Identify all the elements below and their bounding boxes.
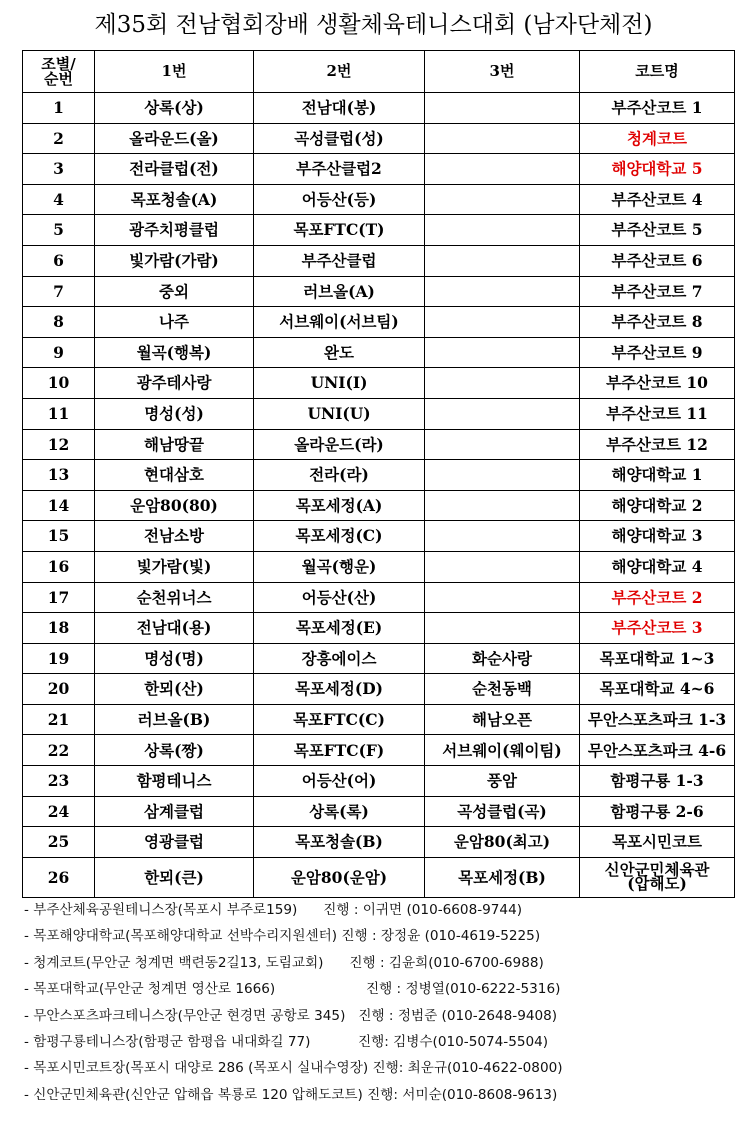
group-number-cell: 10 xyxy=(23,368,95,399)
group-number-cell: 24 xyxy=(23,796,95,827)
table-row xyxy=(23,429,735,460)
table-row xyxy=(23,337,735,368)
team3-cell xyxy=(425,613,580,644)
group-number-cell: 21 xyxy=(23,704,95,735)
table-row xyxy=(23,93,735,124)
team2-cell: 장흥에이스 xyxy=(254,643,425,674)
header-team3: 3번 xyxy=(425,51,580,93)
table-row xyxy=(23,704,735,735)
team2-cell: 목포세정(E) xyxy=(254,613,425,644)
team1-cell: 명성(명) xyxy=(95,643,254,674)
team1-cell: 나주 xyxy=(95,307,254,338)
team2-cell: 목포세정(C) xyxy=(254,521,425,552)
team1-cell: 러브올(B) xyxy=(95,704,254,735)
team2-cell: UNI(I) xyxy=(254,368,425,399)
team1-cell: 명성(성) xyxy=(95,398,254,429)
team2-cell: 목포FTC(T) xyxy=(254,215,425,246)
team3-cell xyxy=(425,398,580,429)
team3-cell xyxy=(425,215,580,246)
team1-cell: 올라운드(올) xyxy=(95,123,254,154)
group-number-cell: 2 xyxy=(23,123,95,154)
team3-cell xyxy=(425,123,580,154)
court-cell: 부주산코트 4 xyxy=(580,184,735,215)
venue-note: - 목포대학교(무안군 청계면 영산로 1666) 진행 : 정병열(010-6222-5316) xyxy=(24,981,561,998)
team1-cell: 목포청솔(A) xyxy=(95,184,254,215)
team3-cell xyxy=(425,245,580,276)
table-row xyxy=(23,582,735,613)
venue-note: - 청계코트(무안군 청계면 백련동2길13, 도림교회) 진행 : 김윤희(010-6700-6988) xyxy=(24,954,544,971)
team2-cell: 부주산클럽2 xyxy=(254,154,425,185)
court-cell: 함평구룡 2-6 xyxy=(580,796,735,827)
team2-cell: 목포청솔(B) xyxy=(254,827,425,858)
team2-cell: 목포FTC(C) xyxy=(254,704,425,735)
group-number-cell: 25 xyxy=(23,827,95,858)
team3-cell xyxy=(425,582,580,613)
table-row xyxy=(23,613,735,644)
team2-cell: 월곡(행운) xyxy=(254,551,425,582)
table-row xyxy=(23,551,735,582)
table-row xyxy=(23,368,735,399)
header-no-line2: 순번 xyxy=(44,69,73,88)
court-cell: 부주산코트 10 xyxy=(580,368,735,399)
table-row xyxy=(23,796,735,827)
court-cell: 부주산코트 5 xyxy=(580,215,735,246)
team1-cell: 빛가람(빛) xyxy=(95,551,254,582)
team1-cell: 현대삼호 xyxy=(95,460,254,491)
court-cell: 해양대학교 1 xyxy=(580,460,735,491)
group-number-cell: 22 xyxy=(23,735,95,766)
venue-note: - 목포해양대학교(목포해양대학교 선박수리지원센터) 진행 : 장정윤 (010-4619-5225) xyxy=(24,928,541,945)
team3-cell xyxy=(425,460,580,491)
team3-cell xyxy=(425,154,580,185)
table-row xyxy=(23,766,735,797)
team1-cell: 순천위너스 xyxy=(95,582,254,613)
court-cell: 해양대학교 3 xyxy=(580,521,735,552)
court-cell: 부주산코트 2 xyxy=(580,582,735,613)
table-row xyxy=(23,123,735,154)
team3-cell xyxy=(425,184,580,215)
court-cell: 청계코트 xyxy=(580,123,735,154)
group-number-cell: 19 xyxy=(23,643,95,674)
table-row xyxy=(23,154,735,185)
team2-cell: 올라운드(라) xyxy=(254,429,425,460)
court-cell: 해양대학교 4 xyxy=(580,551,735,582)
team2-cell: 운암80(운암) xyxy=(254,857,425,897)
court-name-line1: 신안군민체육관 xyxy=(604,859,710,879)
table-row xyxy=(23,490,735,521)
team3-cell: 풍암 xyxy=(425,766,580,797)
team2-cell: 완도 xyxy=(254,337,425,368)
court-cell: 부주산코트 9 xyxy=(580,337,735,368)
table-row xyxy=(23,521,735,552)
court-cell: 부주산코트 11 xyxy=(580,398,735,429)
group-number-cell: 6 xyxy=(23,245,95,276)
schedule-table xyxy=(22,50,735,898)
court-cell: 함평구룡 1-3 xyxy=(580,766,735,797)
table-row xyxy=(23,307,735,338)
team3-cell xyxy=(425,93,580,124)
page-title: 제35회 전남협회장배 생활체육테니스대회 (남자단체전) xyxy=(94,12,653,38)
team1-cell: 월곡(행복) xyxy=(95,337,254,368)
table-row xyxy=(23,643,735,674)
group-number-cell: 18 xyxy=(23,613,95,644)
group-number-cell: 13 xyxy=(23,460,95,491)
team3-cell xyxy=(425,429,580,460)
team2-cell: 어등산(등) xyxy=(254,184,425,215)
table-row xyxy=(23,674,735,705)
team3-cell xyxy=(425,307,580,338)
team1-cell: 상록(짱) xyxy=(95,735,254,766)
team2-cell: 목포세정(D) xyxy=(254,674,425,705)
venue-note: - 신안군민체육관(신안군 압해읍 복룡로 120 압해도코트) 진행: 서미순(010-8608-9613) xyxy=(24,1086,558,1103)
group-number-cell: 9 xyxy=(23,337,95,368)
venue-note: - 부주산체육공원테니스장(목포시 부주로159) 진행 : 이귀면 (010-6608-9744) xyxy=(24,902,523,918)
team3-cell xyxy=(425,521,580,552)
court-cell: 부주산코트 12 xyxy=(580,429,735,460)
team2-cell: 전남대(봉) xyxy=(254,93,425,124)
court-cell: 부주산코트 6 xyxy=(580,245,735,276)
team2-cell: 목포FTC(F) xyxy=(254,735,425,766)
venue-note: - 함평구룡테니스장(함평군 함평읍 내대화길 77) 진행: 김병수(010-5074-5504) xyxy=(24,1033,549,1050)
team1-cell: 전라클럽(전) xyxy=(95,154,254,185)
venue-notes xyxy=(24,897,744,1108)
court-name-two-line xyxy=(604,859,710,894)
table-row xyxy=(23,735,735,766)
court-cell: 목포대학교 1~3 xyxy=(580,643,735,674)
court-cell: 해양대학교 5 xyxy=(580,154,735,185)
team2-cell: 어등산(어) xyxy=(254,766,425,797)
team2-cell: 목포세정(A) xyxy=(254,490,425,521)
team1-cell: 해남땅끝 xyxy=(95,429,254,460)
team2-cell: UNI(U) xyxy=(254,398,425,429)
court-cell: 무안스포츠파크 4-6 xyxy=(580,735,735,766)
team1-cell: 한뫼(산) xyxy=(95,674,254,705)
team2-cell: 곡성클럽(성) xyxy=(254,123,425,154)
court-name-line2: (압해도) xyxy=(627,874,687,894)
team1-cell: 빛가람(가람) xyxy=(95,245,254,276)
court-cell: 부주산코트 8 xyxy=(580,307,735,338)
group-number-cell: 8 xyxy=(23,307,95,338)
group-number-cell: 20 xyxy=(23,674,95,705)
group-number-cell: 12 xyxy=(23,429,95,460)
team3-cell: 곡성클럽(곡) xyxy=(425,796,580,827)
group-number-cell: 23 xyxy=(23,766,95,797)
team3-cell: 서브웨이(웨이팀) xyxy=(425,735,580,766)
venue-note: - 무안스포츠파크테니스장(무안군 현경면 공항로 345) 진행 : 정범준 (010-2648-9408) xyxy=(24,1007,558,1024)
table-row xyxy=(23,184,735,215)
group-number-cell: 16 xyxy=(23,551,95,582)
court-cell: 부주산코트 1 xyxy=(580,93,735,124)
team1-cell: 한뫼(큰) xyxy=(95,857,254,897)
court-cell: 부주산코트 7 xyxy=(580,276,735,307)
team3-cell xyxy=(425,490,580,521)
group-number-cell: 1 xyxy=(23,93,95,124)
team1-cell: 함평테니스 xyxy=(95,766,254,797)
table-row xyxy=(23,857,735,897)
team2-cell: 러브올(A) xyxy=(254,276,425,307)
team1-cell: 전남소방 xyxy=(95,521,254,552)
table-row xyxy=(23,276,735,307)
team3-cell: 목포세정(B) xyxy=(425,857,580,897)
team2-cell: 상록(록) xyxy=(254,796,425,827)
team2-cell: 어등산(산) xyxy=(254,582,425,613)
group-number-cell: 11 xyxy=(23,398,95,429)
header-team2: 2번 xyxy=(254,51,425,93)
group-number-cell: 5 xyxy=(23,215,95,246)
group-number-cell: 7 xyxy=(23,276,95,307)
team1-cell: 영광클럽 xyxy=(95,827,254,858)
table-row xyxy=(23,827,735,858)
team2-cell: 서브웨이(서브팀) xyxy=(254,307,425,338)
team3-cell xyxy=(425,337,580,368)
group-number-cell: 15 xyxy=(23,521,95,552)
table-row xyxy=(23,245,735,276)
team3-cell xyxy=(425,276,580,307)
venue-note: - 목포시민코트장(목포시 대양로 286 (목포시 실내수영장) 진행: 최운규(010-4622-0800) xyxy=(24,1060,563,1077)
team2-cell: 전라(라) xyxy=(254,460,425,491)
table-header-row xyxy=(23,51,735,93)
group-number-cell: 4 xyxy=(23,184,95,215)
team1-cell: 상록(상) xyxy=(95,93,254,124)
court-cell: 부주산코트 3 xyxy=(580,613,735,644)
table-row xyxy=(23,215,735,246)
group-number-cell: 26 xyxy=(23,857,95,897)
team3-cell: 순천동백 xyxy=(425,674,580,705)
table-row xyxy=(23,398,735,429)
team3-cell xyxy=(425,368,580,399)
team2-cell: 부주산클럽 xyxy=(254,245,425,276)
header-group-number xyxy=(23,51,95,93)
team1-cell: 삼계클럽 xyxy=(95,796,254,827)
team3-cell: 운암80(최고) xyxy=(425,827,580,858)
court-cell: 목포시민코트 xyxy=(580,827,735,858)
team1-cell: 광주테사랑 xyxy=(95,368,254,399)
court-cell: 목포대학교 4~6 xyxy=(580,674,735,705)
team1-cell: 전남대(용) xyxy=(95,613,254,644)
team3-cell xyxy=(425,551,580,582)
header-court: 코트명 xyxy=(580,51,735,93)
group-number-cell: 14 xyxy=(23,490,95,521)
team3-cell: 해남오픈 xyxy=(425,704,580,735)
court-cell: 해양대학교 2 xyxy=(580,490,735,521)
court-cell: 무안스포츠파크 1-3 xyxy=(580,704,735,735)
court-cell xyxy=(580,857,735,897)
header-team1: 1번 xyxy=(95,51,254,93)
table-row xyxy=(23,460,735,491)
team1-cell: 중외 xyxy=(95,276,254,307)
group-number-cell: 17 xyxy=(23,582,95,613)
team3-cell: 화순사랑 xyxy=(425,643,580,674)
team1-cell: 광주치평클럽 xyxy=(95,215,254,246)
group-number-cell: 3 xyxy=(23,154,95,185)
header-no-line1: 조별/ xyxy=(41,55,76,74)
team1-cell: 운암80(80) xyxy=(95,490,254,521)
